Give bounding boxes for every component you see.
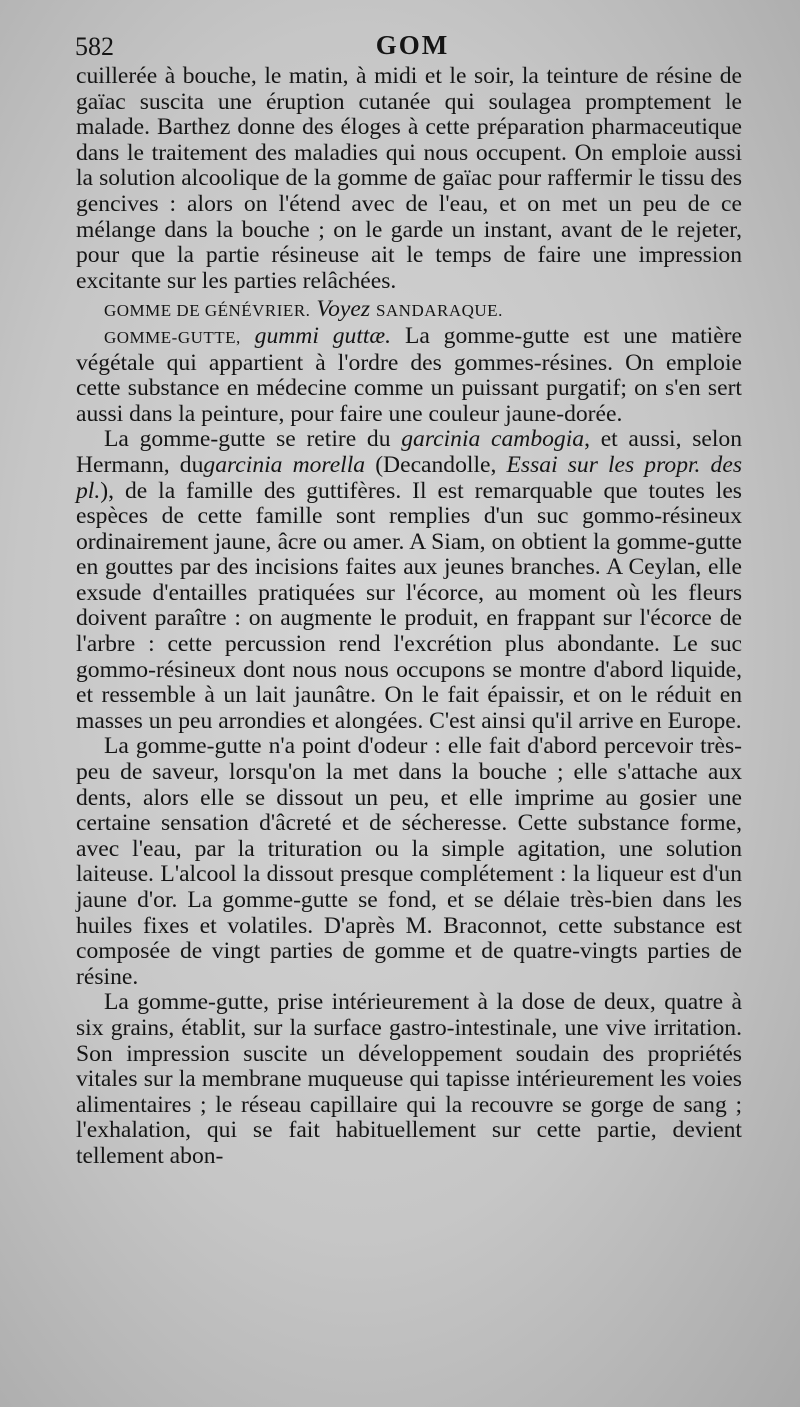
running-head: GOM bbox=[375, 30, 450, 60]
entry-text: La gomme-gutte est une matière végétale qui appartient à l'ordre des gommes-résines. On emploie cette substance en médecine comme un puissant purgatif; on s'en sert aussi dans la peinture, pour faire une couleur jaune-dorée. bbox=[76, 322, 743, 427]
entry-term: GOMME DE GÉNÉVRIER. bbox=[104, 301, 311, 321]
entry-gomme-gutte bbox=[76, 324, 742, 427]
paragraph-effects: La gomme-gutte, prise intérieurement à la dose de deux, quatre à six grains, établit, sur la surface gastro-intestinale, une vive irritation. Son impression suscite un développement soudain des propriétés vitales sur la membrane muqueuse qui tapisse intérieurement les voies alimentaires ; le réseau capillaire qui la recouvre se gorge de sang ; l'exhalation, qui se fait habituellement sur cette partie, devient tellement abon- bbox=[76, 989, 742, 1169]
paragraph-origin bbox=[76, 427, 742, 734]
citation-title: Essai sur les propr. des pl. bbox=[76, 451, 743, 504]
cross-reference: SANDARAQUE. bbox=[375, 301, 503, 321]
entry-gomme-de-genevrier bbox=[76, 297, 742, 324]
body-text bbox=[76, 64, 742, 1170]
text-run: La gomme-gutte se retire du bbox=[104, 426, 391, 453]
text-run: , et aussi, selon Hermann, du bbox=[76, 426, 743, 478]
species-name: garcinia morella bbox=[203, 451, 366, 478]
text-run: (Decandolle, bbox=[375, 451, 497, 478]
text-run: ), de la famille des guttifères. Il est remarquable que toutes les espèces de cette famille sont remplies d'un suc gommo-résineux ordinairement jaune, âcre ou amer. A Siam, on obtient la gomme-gutte en gouttes par des incisions faites aux jeunes branches. A Ceylan, elle exsude d'entailles pratiquées sur l'écorce, au moment où les fleurs doivent paraître : on augmente le produit, en frappant sur l'écorce de l'arbre : cette percussion rend l'excrétion plus abondante. Le suc gommo-résineux dont nous nous occupons se montre d'abord liquide, et ressemble à un lait jaunâtre. On le fait épaissir, et on le réduit en masses un peu arrondies et alongées. C'est ainsi qu'il arrive en Europe. bbox=[76, 477, 742, 734]
page-number: 582 bbox=[75, 32, 114, 61]
voyez-label: Voyez bbox=[316, 296, 371, 323]
paragraph-properties: La gomme-gutte n'a point d'odeur : elle fait d'abord percevoir très-peu de saveur, lorsqu'on la met dans la bouche ; elle s'attache aux dents, alors elle se dissout un peu, et elle imprime au gosier une certaine sensation d'âcreté et de sécheresse. Cette substance forme, avec l'eau, par la trituration ou la simple agitation, une solution laiteuse. L'alcool la dissout presque complétement : la liqueur est d'un jaune d'or. La gomme-gutte se fond, et se délaie très-bien dans les huiles fixes et volatiles. D'après M. Braconnot, cette substance est composée de vingt parties de gomme et de quatre-vingts parties de résine. bbox=[76, 733, 742, 990]
latin-name: gummi guttæ. bbox=[254, 322, 392, 349]
page-header bbox=[75, 28, 750, 64]
paragraph-continuation: cuillerée à bouche, le matin, à midi et le soir, la teinture de résine de gaïac suscita une éruption cutanée qui soulagea promptement le malade. Barthez donne des éloges à cette préparation pharmaceutique dans le traitement des maladies qui nous occupent. On emploie aussi la solution alcoolique de la gomme de gaïac pour raffermir le tissu des gencives : alors on l'étend avec de l'eau, et on met un peu de ce mélange dans la bouche ; on le garde un instant, avant de le rejeter, pour que la partie résineuse ait le temps de faire une impression excitante sur les parties relâchées. bbox=[76, 63, 742, 294]
entry-term: GOMME-GUTTE, bbox=[104, 327, 241, 347]
species-name: garcinia cambogia bbox=[401, 426, 585, 453]
